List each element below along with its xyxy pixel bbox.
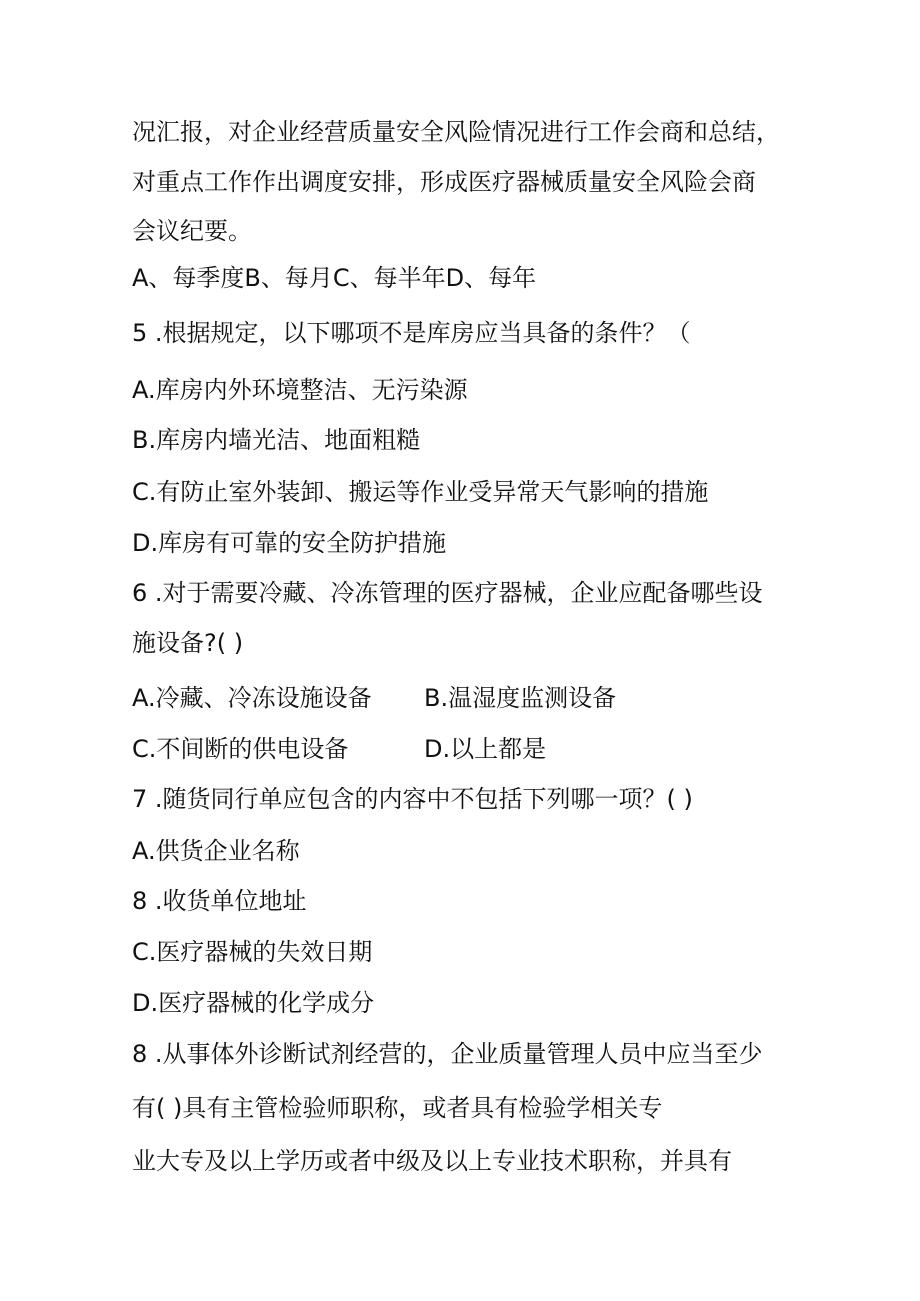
text-line: 会议纪要。 (132, 217, 252, 245)
option-d: D.库房有可靠的安全防护措施 (132, 529, 447, 557)
question-8-continued: 有( )具有主管检验师职称，或者具有检验学相关专 (132, 1094, 663, 1122)
answer-options: A、每季度B、每月C、每半年D、每年 (132, 264, 537, 292)
option-c: C.医疗器械的失效日期 (132, 938, 373, 966)
question-6-continued: 施设备?( ) (132, 629, 244, 657)
option-c: C.有防止室外装卸、搬运等作业受异常天气影响的措施 (132, 478, 709, 506)
question-6: 6 .对于需要冷藏、冷冻管理的医疗器械，企业应配备哪些设 (132, 579, 763, 607)
option-c: C.不间断的供电设备 (132, 735, 349, 763)
option-b: 8 .收货单位地址 (132, 887, 307, 915)
option-d: D.医疗器械的化学成分 (132, 989, 375, 1017)
option-a: A.库房内外环境整洁、无污染源 (132, 376, 468, 404)
question-7: 7 .随货同行单应包含的内容中不包括下列哪一项？( ) (132, 785, 693, 813)
question-8: 8 .从事体外诊断试剂经营的，企业质量管理人员中应当至少 (132, 1040, 763, 1068)
option-b: B.库房内墙光洁、地面粗糙 (132, 426, 421, 454)
option-a: A.冷藏、冷冻设施设备 (132, 684, 372, 712)
option-b: B.温湿度监测设备 (424, 684, 617, 712)
option-d: D.以上都是 (424, 735, 547, 763)
question-8-continued: 业大专及以上学历或者中级及以上专业技术职称，并具有 (132, 1147, 732, 1175)
text-line: 对重点工作作出调度安排，形成医疗器械质量安全风险会商 (132, 168, 756, 196)
option-a: A.供货企业名称 (132, 837, 300, 865)
question-5: 5 .根据规定，以下哪项不是库房应当具备的条件？（ (132, 319, 691, 347)
text-line: 况汇报，对企业经营质量安全风险情况进行工作会商和总结， (132, 118, 780, 146)
